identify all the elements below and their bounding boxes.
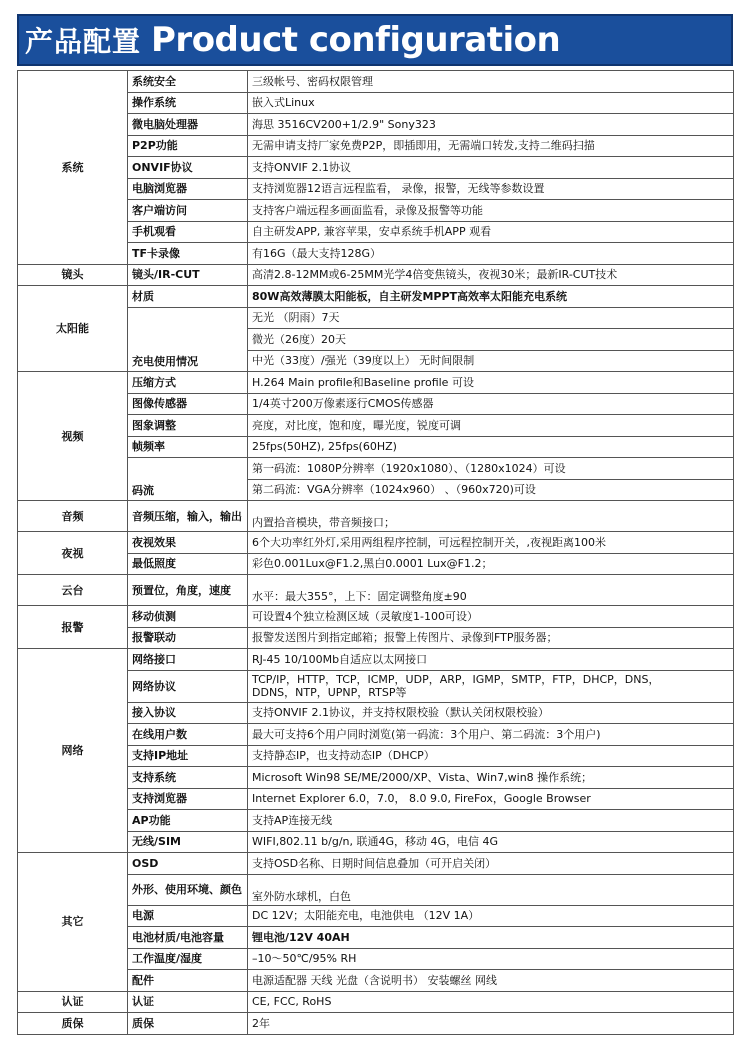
item-name: 报警联动 xyxy=(128,627,248,649)
item-name: 帧频率 xyxy=(128,436,248,458)
spec-table xyxy=(17,70,734,1035)
category-cell: 认证 xyxy=(18,991,128,1013)
item-value: 第二码流：VGA分辨率（1024x960） 、（960x720)可设 xyxy=(248,479,734,501)
item-name: 网络接口 xyxy=(128,649,248,671)
item-value: 无光 （阴雨）7天 xyxy=(248,307,734,329)
table-row xyxy=(18,606,734,628)
category-cell: 音频 xyxy=(18,501,128,532)
item-value: 25fps(50HZ), 25fps(60HZ) xyxy=(248,436,734,458)
category-cell: 视频 xyxy=(18,372,128,501)
item-name: 材质 xyxy=(128,286,248,308)
item-value: 支持客户端远程多画面监看，录像及报警等功能 xyxy=(248,200,734,222)
item-value: 海思 3516CV200+1/2.9" Sony323 xyxy=(248,114,734,136)
item-value: 嵌入式Linux xyxy=(248,92,734,114)
item-name: 电源 xyxy=(128,905,248,927)
item-name: 充电使用情况 xyxy=(128,307,248,372)
item-value: 彩色0.001Lux@F1.2,黑白0.0001 Lux@F1.2； xyxy=(248,553,734,575)
item-name: 客户端访问 xyxy=(128,200,248,222)
page-header xyxy=(17,14,733,66)
table-row xyxy=(18,853,734,875)
category-cell: 报警 xyxy=(18,606,128,649)
item-name: OSD xyxy=(128,853,248,875)
category-cell: 镜头 xyxy=(18,264,128,286)
item-name: 图象调整 xyxy=(128,415,248,437)
item-value: 亮度，对比度，饱和度，曝光度，锐度可调 xyxy=(248,415,734,437)
item-name: 图像传感器 xyxy=(128,393,248,415)
item-name: 在线用户数 xyxy=(128,724,248,746)
category-cell: 太阳能 xyxy=(18,286,128,372)
item-name: 支持浏览器 xyxy=(128,788,248,810)
item-value: CE, FCC, RoHS xyxy=(248,991,734,1013)
table-row xyxy=(18,71,734,93)
net-proto-line2: DDNS，NTP，UPNP，RTSP等 xyxy=(252,686,407,699)
item-name: 最低照度 xyxy=(128,553,248,575)
item-name: 配件 xyxy=(128,970,248,992)
item-value: 有16G（最大支持128G） xyxy=(248,243,734,265)
item-value: 2年 xyxy=(248,1013,734,1035)
item-name: 无线/SIM xyxy=(128,831,248,853)
table-row xyxy=(18,575,734,606)
item-value: Internet Explorer 6.0，7.0， 8.0 9.0, FireFox，Google Browser xyxy=(248,788,734,810)
item-value: DC 12V；太阳能充电，电池供电 （12V 1A） xyxy=(248,905,734,927)
table-row xyxy=(18,991,734,1013)
item-value: 支持浏览器12语言远程监看， 录像，报警，无线等参数设置 xyxy=(248,178,734,200)
item-name: AP功能 xyxy=(128,810,248,832)
item-name: 支持系统 xyxy=(128,767,248,789)
item-name: ONVIF协议 xyxy=(128,157,248,179)
net-proto-line1: TCP/IP，HTTP，TCP，ICMP，UDP，ARP，IGMP，SMTP，FTP，DHCP，DNS， xyxy=(252,673,660,686)
table-row xyxy=(18,532,734,554)
table-row xyxy=(18,286,734,308)
item-name: 工作温度/湿度 xyxy=(128,948,248,970)
item-name: 网络协议 xyxy=(128,670,248,702)
item-value: 第一码流：1080P分辨率（1920x1080）、（1280x1024）可设 xyxy=(248,458,734,480)
item-name: 外形、使用环境、颜色 xyxy=(128,874,248,905)
item-name: 质保 xyxy=(128,1013,248,1035)
item-name: 手机观看 xyxy=(128,221,248,243)
item-value: 中光（33度）/强光（39度以上） 无时间限制 xyxy=(248,350,734,372)
item-name: P2P功能 xyxy=(128,135,248,157)
table-row xyxy=(18,649,734,671)
category-cell: 其它 xyxy=(18,853,128,992)
table-row xyxy=(18,501,734,532)
item-value: H.264 Main profile和Baseline profile 可设 xyxy=(248,372,734,394)
item-value: 水平：最大355°，上下：固定调整角度±90 xyxy=(248,575,734,606)
table-row xyxy=(18,1013,734,1035)
item-value: 锂电池/12V 40AH xyxy=(248,927,734,949)
category-cell: 系统 xyxy=(18,71,128,265)
item-value: 自主研发APP, 兼容苹果，安卓系统手机APP 观看 xyxy=(248,221,734,243)
item-name: 电池材质/电池容量 xyxy=(128,927,248,949)
item-value: RJ-45 10/100Mb自适应以太网接口 xyxy=(248,649,734,671)
item-value: 内置拾音模块，带音频接口； xyxy=(248,501,734,532)
category-cell: 网络 xyxy=(18,649,128,853)
item-name: 接入协议 xyxy=(128,702,248,724)
item-value: 电源适配器 天线 光盘（含说明书） 安装螺丝 网线 xyxy=(248,970,734,992)
item-name: 认证 xyxy=(128,991,248,1013)
item-name: 夜视效果 xyxy=(128,532,248,554)
item-name: 预置位，角度，速度 xyxy=(128,575,248,606)
item-name: 移动侦测 xyxy=(128,606,248,628)
item-value: 三级帐号、密码权限管理 xyxy=(248,71,734,93)
item-value: 80W高效薄膜太阳能板，自主研发MPPT高效率太阳能充电系统 xyxy=(248,286,734,308)
item-name: 支持IP地址 xyxy=(128,745,248,767)
item-name: 微电脑处理器 xyxy=(128,114,248,136)
item-name: 音频压缩，输入，输出 xyxy=(128,501,248,532)
item-value: 报警发送图片到指定邮箱；报警上传图片、录像到FTP服务器； xyxy=(248,627,734,649)
item-value: 6个大功率红外灯,采用两组程序控制，可远程控制开关，,夜视距离100米 xyxy=(248,532,734,554)
item-value: 1/4英寸200万像素逐行CMOS传感器 xyxy=(248,393,734,415)
table-row xyxy=(18,372,734,394)
item-value: –10～50℃/95% RH xyxy=(248,948,734,970)
item-name: 电脑浏览器 xyxy=(128,178,248,200)
item-name: TF卡录像 xyxy=(128,243,248,265)
item-name: 码流 xyxy=(128,458,248,501)
item-value: 无需申请支持厂家免费P2P，即插即用，无需端口转发,支持二维码扫描 xyxy=(248,135,734,157)
item-value: 高清2.8-12MM或6-25MM光学4倍变焦镜头，夜视30米；最新IR-CUT技术 xyxy=(248,264,734,286)
item-value: WIFI,802.11 b/g/n, 联通4G，移动 4G，电信 4G xyxy=(248,831,734,853)
item-value: 可设置4个独立检测区域（灵敏度1-100可设） xyxy=(248,606,734,628)
item-value: Microsoft Win98 SE/ME/2000/XP、Vista、Win7,win8 操作系统； xyxy=(248,767,734,789)
item-value: 支持静态IP，也支持动态IP（DHCP） xyxy=(248,745,734,767)
category-cell: 质保 xyxy=(18,1013,128,1035)
item-value: 支持OSD名称、日期时间信息叠加（可开启关闭） xyxy=(248,853,734,875)
header-title-cn: 产品配置 xyxy=(25,25,142,58)
item-value: 支持ONVIF 2.1协议，并支持权限校验（默认关闭权限校验） xyxy=(248,702,734,724)
item-value: 支持ONVIF 2.1协议 xyxy=(248,157,734,179)
item-name: 系统安全 xyxy=(128,71,248,93)
category-cell: 云台 xyxy=(18,575,128,606)
item-value xyxy=(248,670,734,702)
category-cell: 夜视 xyxy=(18,532,128,575)
item-name: 操作系统 xyxy=(128,92,248,114)
item-value: 微光（26度）20天 xyxy=(248,329,734,351)
table-row xyxy=(18,264,734,286)
item-value: 室外防水球机，白色 xyxy=(248,874,734,905)
header-title-en: Product configuration xyxy=(151,20,561,60)
item-value: 最大可支持6个用户同时浏览(第一码流：3个用户、第二码流：3个用户) xyxy=(248,724,734,746)
item-value: 支持AP连接无线 xyxy=(248,810,734,832)
item-name: 镜头/IR-CUT xyxy=(128,264,248,286)
item-name: 压缩方式 xyxy=(128,372,248,394)
